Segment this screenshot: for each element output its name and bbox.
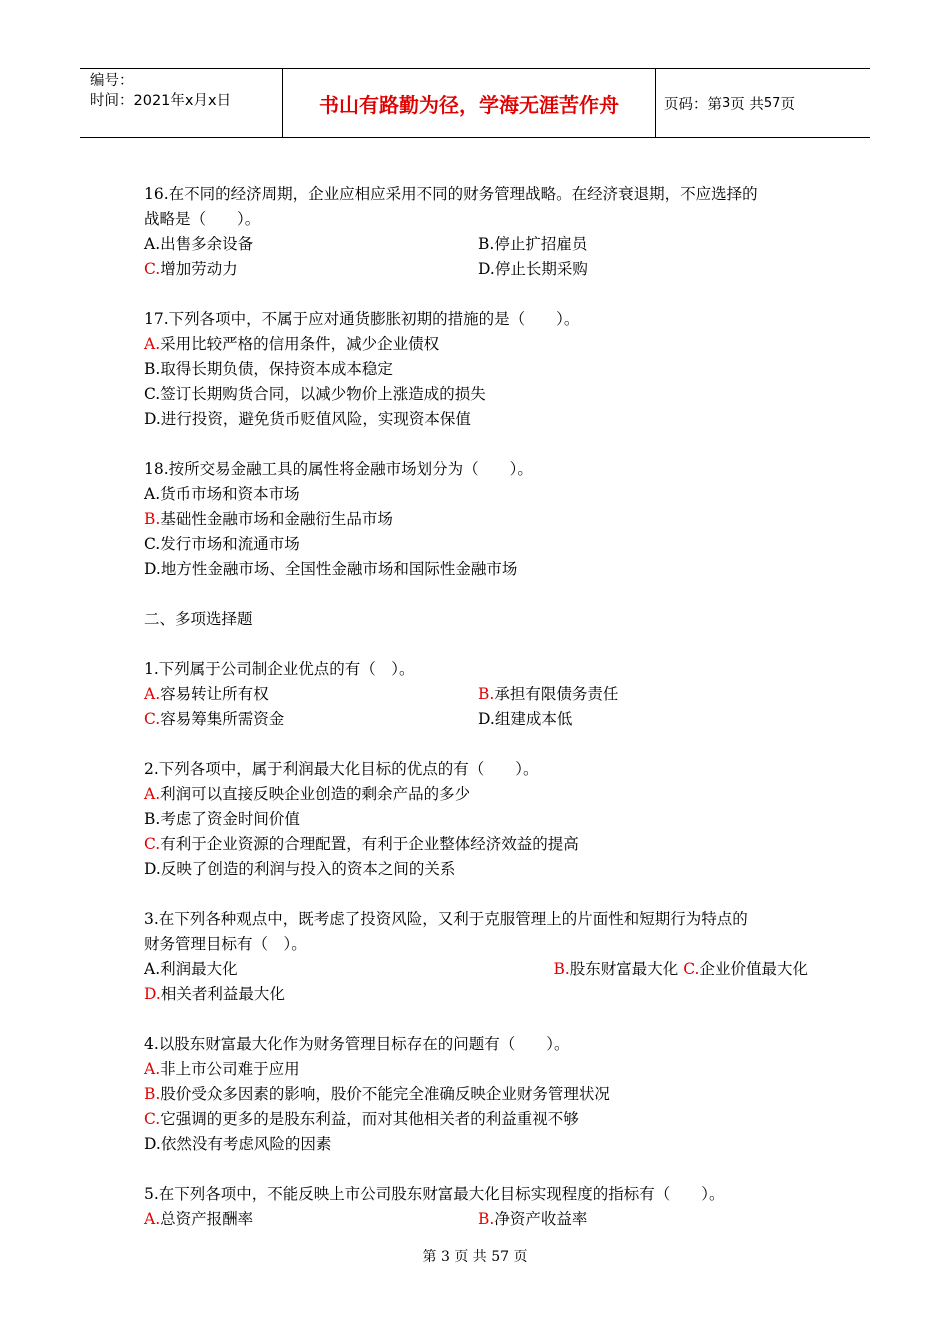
question-stem: 1.下列属于公司制企业优点的有（ ）。 [144,660,415,678]
question-stem: 战略是（ ）。 [144,210,261,228]
option-d: D.反映了创造的利润与投入的资本之间的关系 [144,860,456,878]
option-c: C.有利于企业资源的合理配置，有利于企业整体经济效益的提高 [144,835,579,853]
option-a: A.利润可以直接反映企业创造的剩余产品的多少 [144,785,471,803]
question-stem: 16.在不同的经济周期，企业应相应采用不同的财务管理战略。在经济衰退期，不应选择的 [144,185,758,203]
question-stem: 5.在下列各项中，不能反映上市公司股东财富最大化目标实现程度的指标有（ ）。 [144,1185,725,1203]
option-b-c: B.股东财富最大化 C.企业价值最大化 [553,960,808,978]
footer-prefix: 第 [422,1249,437,1265]
question-stem: 4.以股东财富最大化作为财务管理目标存在的问题有（ ）。 [144,1035,570,1053]
footer-current: 3 [440,1249,450,1265]
option-b: B.停止扩招雇员 [478,235,588,253]
option-c: C.发行市场和流通市场 [144,535,300,553]
multi-question-2 [144,757,808,882]
option-c: C.它强调的更多的是股东利益，而对其他相关者的利益重视不够 [144,1110,579,1128]
question-stem: 17.下列各项中，不属于应对通货膨胀初期的措施的是（ ）。 [144,310,580,328]
header-motto: 书山有路勤为径，学海无涯苦作舟 [282,69,656,137]
question-18 [144,457,808,582]
question-16 [144,182,808,282]
page-footer [0,1246,950,1266]
option-d: D.组建成本低 [478,710,573,728]
option-a: A.利润最大化 [144,960,238,978]
question-17 [144,307,808,432]
option-c: C.增加劳动力 [144,260,238,278]
question-stem: 财务管理目标有（ ）。 [144,935,307,953]
page-suffix: 页 [780,96,795,113]
option-a: A.采用比较严格的信用条件，减少企业债权 [144,335,440,353]
page-total: 57 [763,95,781,111]
multi-question-5 [144,1182,808,1232]
option-a: A.非上市公司难于应用 [144,1060,300,1078]
header-left-cell [80,69,292,139]
option-d: D.地方性金融市场、全国性金融市场和国际性金融市场 [144,560,518,578]
page-mid: 页 共 [730,96,764,113]
footer-mid: 页 共 [454,1249,487,1265]
option-a: A.货币市场和资本市场 [144,485,300,503]
option-d: D.依然没有考虑风险的因素 [144,1135,332,1153]
option-b: B.承担有限债务责任 [478,685,619,703]
option-b: B.考虑了资金时间价值 [144,810,300,828]
document-body [144,182,808,1232]
option-b: B.基础性金融市场和金融衍生品市场 [144,510,393,528]
multi-question-3 [144,907,808,1007]
option-b: B.净资产收益率 [478,1210,588,1228]
page-prefix: 页码：第 [664,96,722,113]
question-stem: 18.按所交易金融工具的属性将金融市场划分为（ ）。 [144,460,533,478]
header-page-info [656,69,878,137]
option-d: D.进行投资，避免货币贬值风险，实现资本保值 [144,410,471,428]
option-c: C.签订长期购货合同，以减少物价上涨造成的损失 [144,385,486,403]
time-line: 时间：2021年x月x日 [90,93,232,109]
option-b: B.取得长期负债，保持资本成本稳定 [144,360,393,378]
section-title: 二、多项选择题 [144,610,253,628]
footer-total: 57 [491,1249,510,1265]
multi-question-4 [144,1032,808,1157]
option-a: A.出售多余设备 [144,235,254,253]
option-c: C.容易筹集所需资金 [144,710,285,728]
question-stem: 2.下列各项中，属于利润最大化目标的优点的有（ ）。 [144,760,539,778]
number-label: 编号： [90,73,134,89]
option-b: B.股价受众多因素的影响，股价不能完全准确反映企业财务管理状况 [144,1085,610,1103]
option-d: D.停止长期采购 [478,260,588,278]
option-d: D.相关者利益最大化 [144,985,285,1003]
multi-question-1 [144,657,808,732]
option-a: A.总资产报酬率 [144,1210,254,1228]
option-a: A.容易转让所有权 [144,685,269,703]
page-header [80,68,870,138]
page-current: 3 [722,95,731,111]
footer-suffix: 页 [513,1249,528,1265]
question-stem: 3.在下列各种观点中，既考虑了投资风险，又利于克服管理上的片面性和短期行为特点的 [144,910,748,928]
